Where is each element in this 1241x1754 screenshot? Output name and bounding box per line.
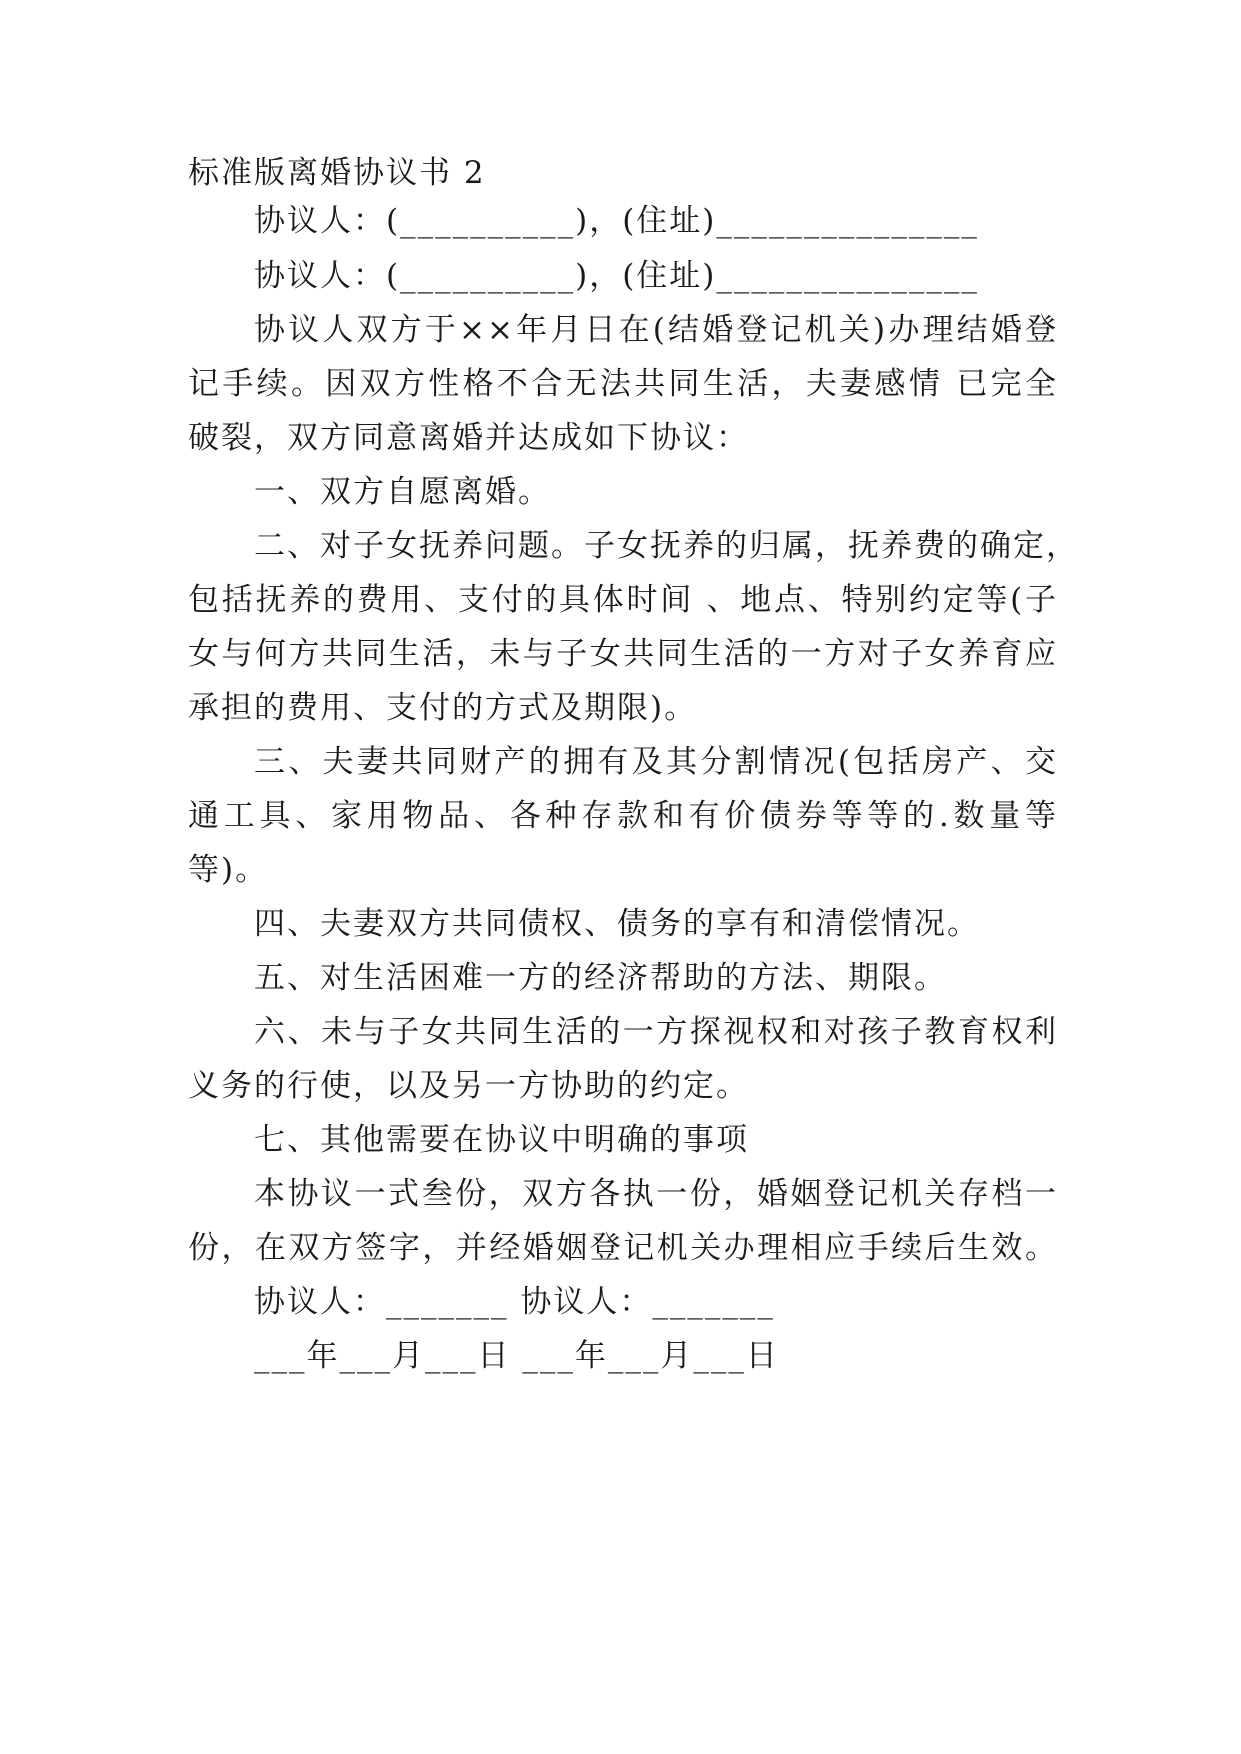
clause-4: 四、夫妻双方共同债权、债务的享有和清偿情况。 (254, 906, 980, 942)
clause-5: 五、对生活困难一方的经济帮助的方法、期限。 (254, 960, 947, 996)
clause-3-line-3: 等)。 (188, 852, 269, 888)
closing-line-1: 本协议一式叁份，双方各执一份，婚姻登记机关存档一 (254, 1176, 1058, 1212)
clause-2-line-3: 女与何方共同生活，未与子女共同生活的一方对子女养育应 (188, 636, 1058, 672)
document-title: 标准版离婚协议书 2 (188, 155, 486, 191)
clause-2-line-2: 包括抚养的费用、支付的具体时间 、地点、特别约定等(子 (188, 582, 1058, 618)
signature-line: 协议人：_______ 协议人：_______ (254, 1284, 775, 1320)
clause-7: 七、其他需要在协议中明确的事项 (254, 1122, 749, 1158)
party-line-1: 协议人：(__________)，(住址)_______________ (254, 203, 979, 239)
clause-2-line-4: 承担的费用、支付的方式及期限)。 (188, 690, 698, 726)
clause-6-line-1: 六、未与子女共同生活的一方探视权和对孩子教育权利 (254, 1014, 1058, 1050)
clause-6-line-2: 义务的行使，以及另一方协助的约定。 (188, 1068, 749, 1104)
party-line-2: 协议人：(__________)，(住址)_______________ (254, 258, 979, 294)
intro-line-3: 破裂，双方同意离婚并达成如下协议： (188, 420, 749, 456)
clause-2-line-1: 二、对子女抚养问题。子女抚养的归属，抚养费的确定， (254, 528, 1079, 564)
clause-1: 一、双方自愿离婚。 (254, 474, 551, 510)
closing-line-2: 份，在双方签字，并经婚姻登记机关办理相应手续后生效。 (188, 1230, 1058, 1266)
intro-line-2: 记手续。因双方性格不合无法共同生活，夫妻感情 已完全 (188, 366, 1058, 402)
date-line: ___年___月___日 ___年___月___日 (254, 1338, 779, 1374)
intro-line-1: 协议人双方于××年月日在(结婚登记机关)办理结婚登 (254, 312, 1058, 348)
clause-3-line-2: 通工具、家用物品、各种存款和有价债券等等的.数量等 (188, 798, 1058, 834)
clause-3-line-1: 三、夫妻共同财产的拥有及其分割情况(包括房产、交 (254, 744, 1058, 780)
